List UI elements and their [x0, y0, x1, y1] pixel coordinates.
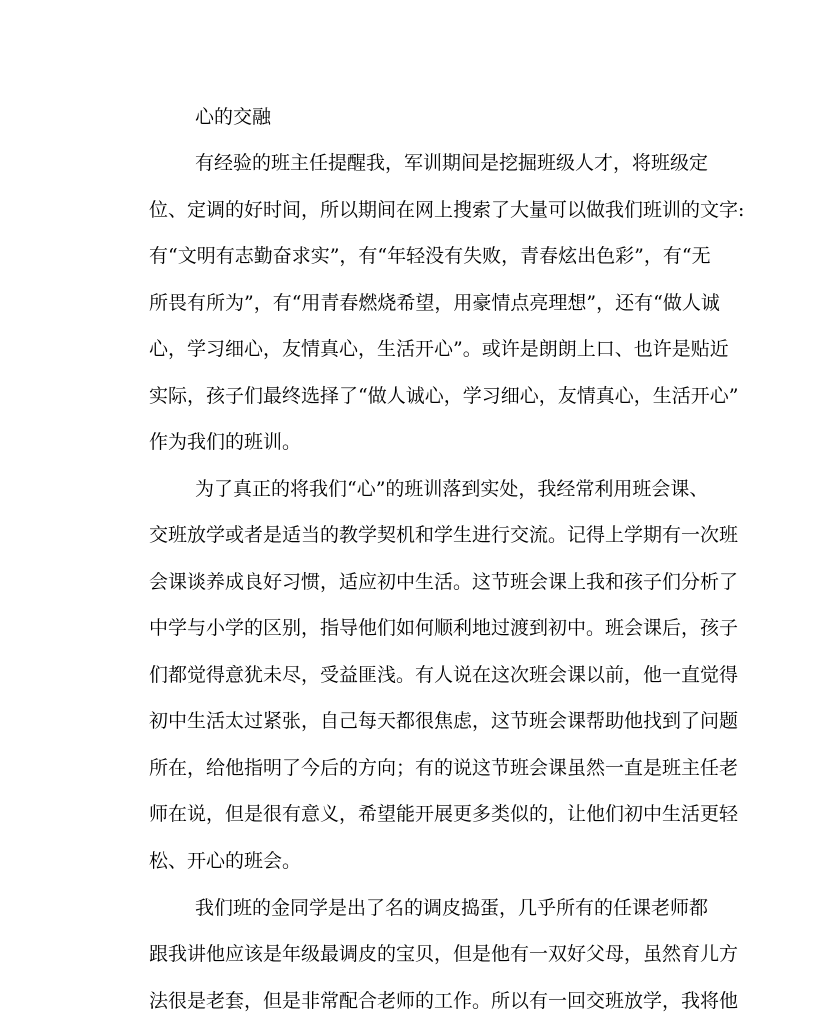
document-title: 心的交融: [195, 106, 272, 128]
paragraph-line: 交班放学或者是适当的教学契机和学生进行交流。记得上学期有一次班: [149, 524, 739, 546]
paragraph-line: 我们班的金同学是出了名的调皮捣蛋，几乎所有的任课老师都: [195, 897, 709, 919]
paragraph-line: 作为我们的班训。: [149, 431, 302, 453]
paragraph-line: 会课谈养成良好习惯，适应初中生活。这节班会课上我和孩子们分析了: [149, 571, 739, 593]
paragraph-line: 跟我讲他应该是年级最调皮的宝贝，但是他有一双好父母，虽然育儿方: [149, 943, 739, 965]
paragraph-line: 有经验的班主任提醒我，军训期间是挖掘班级人才，将班级定: [195, 152, 709, 174]
paragraph-line: 心，学习细心，友情真心，生活开心”。或许是朗朗上口、也许是贴近: [149, 338, 729, 360]
paragraph-line: 所在，给他指明了今后的方向；有的说这节班会课虽然一直是班主任老: [149, 757, 739, 779]
paragraph-line: 松、开心的班会。: [149, 850, 302, 872]
paragraph-line: 师在说，但是很有意义，希望能开展更多类似的，让他们初中生活更轻: [149, 803, 739, 825]
paragraph-line: 实际，孩子们最终选择了“做人诚心，学习细心，友情真心，生活开心”: [149, 385, 739, 407]
paragraph-line: 为了真正的将我们“心”的班训落到实处，我经常利用班会课、: [195, 478, 709, 500]
paragraph-line: 中学与小学的区别，指导他们如何顺利地过渡到初中。班会课后，孩子: [149, 617, 739, 639]
paragraph-line: 初中生活太过紧张，自己每天都很焦虑，这节班会课帮助他找到了问题: [149, 710, 739, 732]
paragraph-line: 们都觉得意犹未尽，受益匪浅。有人说在这次班会课以前，他一直觉得: [149, 664, 739, 686]
paragraph-line: 所畏有所为”，有“用青春燃烧希望，用豪情点亮理想”，还有“做人诚: [149, 292, 720, 314]
paragraph-line: 位、定调的好时间，所以期间在网上搜索了大量可以做我们班训的文字:: [149, 199, 745, 221]
paragraph-line: 有“文明有志勤奋求实”，有“年轻没有失败，青春炫出色彩”，有“无: [149, 245, 711, 267]
paragraph-line: 法很是老套，但是非常配合老师的工作。所以有一回交班放学，我将他: [149, 990, 739, 1012]
